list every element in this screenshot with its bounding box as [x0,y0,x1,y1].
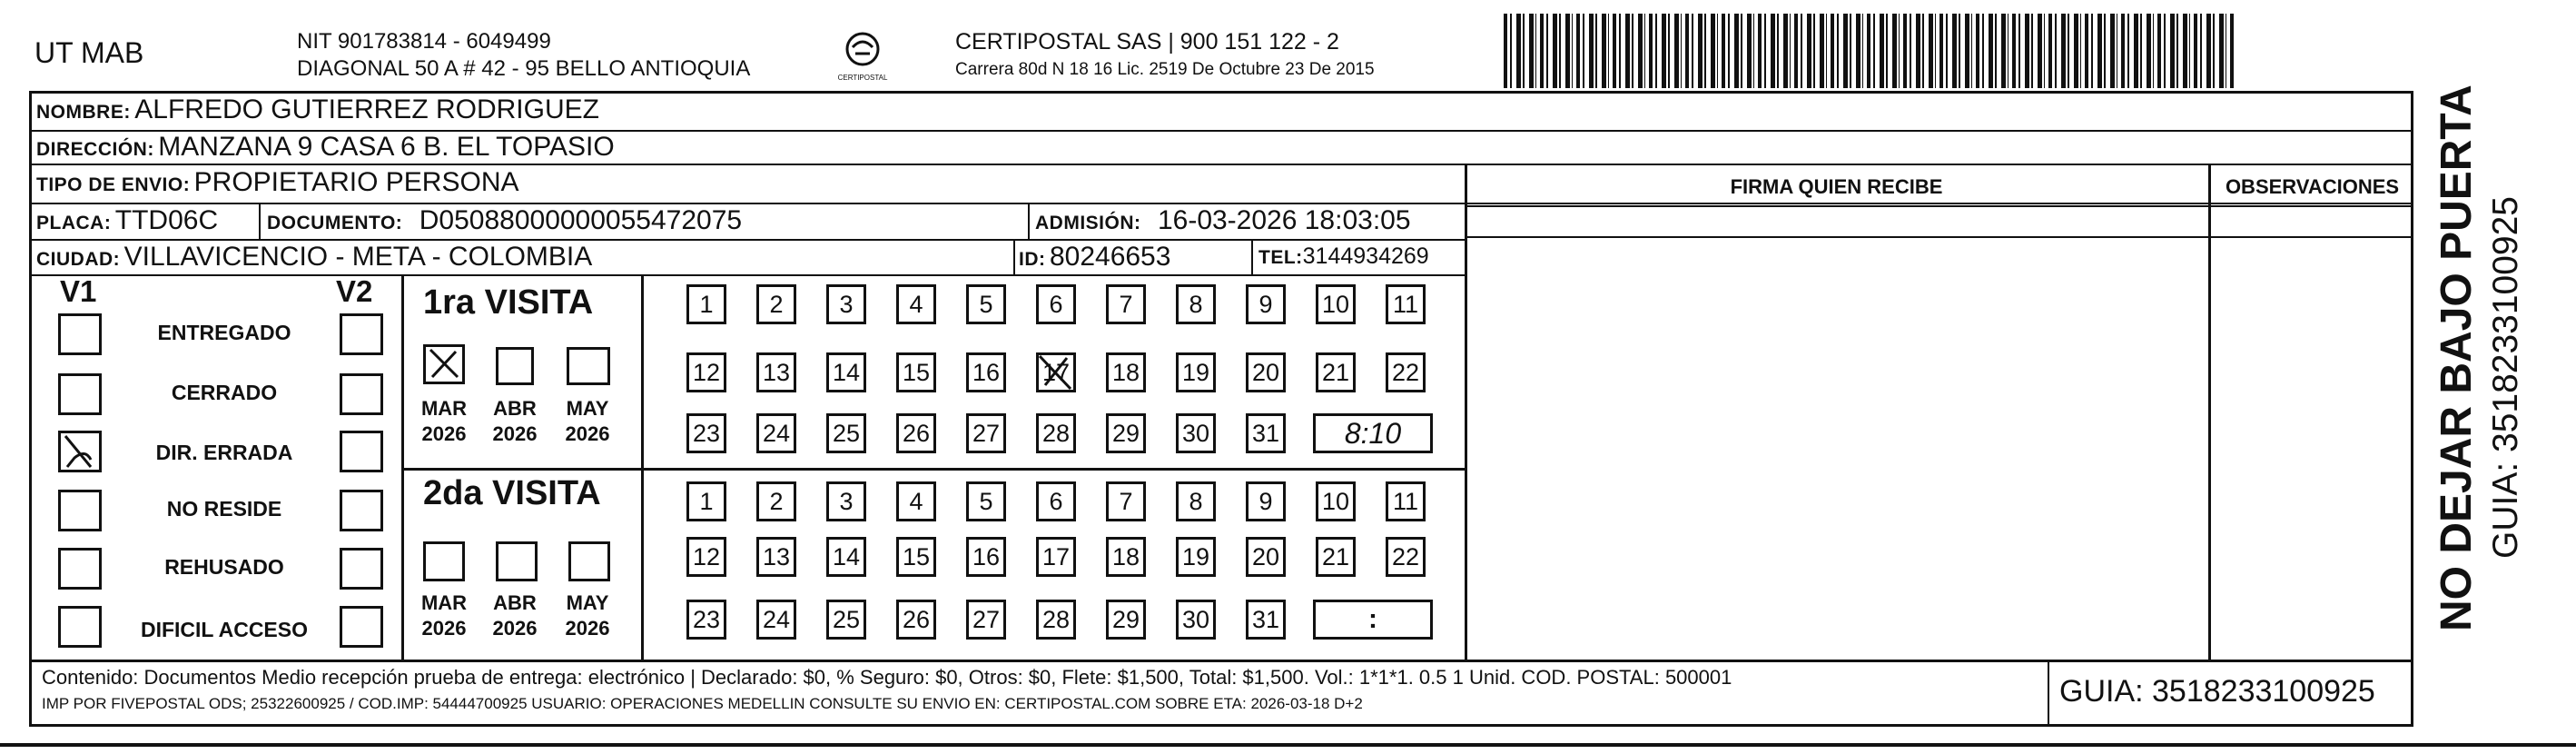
first-month-checkbox-may[interactable] [567,347,610,385]
signature-area[interactable] [1467,238,2208,660]
second-day-8[interactable]: 8 [1176,481,1216,521]
tracking-barcode [1504,14,2235,88]
admission-row [1035,205,1411,236]
v2-checkbox-no-reside[interactable] [340,490,383,531]
first-visit-time: 8:10 [1344,416,1402,450]
print-info: IMP POR FIVEPOSTAL ODS; 25322600925 / COD.IMP: 54444700925 USUARIO: OPERACIONES MEDELLIN CONSULTE SU ENVIO EN: CERTIPOSTAL.COM SOBRE ETA: 2026-03-18 D+2 [42,695,1363,712]
second-day-20[interactable]: 20 [1246,537,1286,577]
second-day-3[interactable]: 3 [826,481,866,521]
v1-checkbox-rehusado[interactable] [58,548,102,590]
v1-checkbox-dificil-acceso[interactable] [58,606,102,648]
first-day-19[interactable]: 19 [1176,352,1216,392]
v1-checkbox-entregado[interactable] [58,313,102,355]
second-day-1[interactable]: 1 [686,481,726,521]
first-day-1[interactable]: 1 [686,284,726,324]
second-day-21[interactable]: 21 [1316,537,1356,577]
carrier-resolution: Carrera 80d N 18 16 Lic. 2519 De Octubre 23 De 2015 [955,60,1375,79]
tel-value: 3144934269 [1302,243,1429,269]
first-day-4[interactable]: 4 [896,284,936,324]
admission-label: ADMISIÓN: [1035,213,1141,233]
second-day-23[interactable]: 23 [686,600,726,640]
second-day-25[interactable]: 25 [826,600,866,640]
second-day-22[interactable]: 22 [1386,537,1426,577]
first-day-16[interactable]: 16 [966,352,1006,392]
second-month-label-mar: MAR 2026 [420,591,468,640]
first-day-17[interactable]: 17 [1036,352,1076,392]
address-row [36,132,615,163]
city-value: VILLAVICENCIO - META - COLOMBIA [123,242,593,272]
first-day-7[interactable]: 7 [1106,284,1146,324]
second-visit-title: 2da VISITA [423,474,601,512]
first-day-11[interactable]: 11 [1386,284,1426,324]
status-dificil-acceso: DIFICIL ACCESO [140,618,308,641]
first-day-28[interactable]: 28 [1036,413,1076,453]
v1-checkbox-cerrado[interactable] [58,373,102,415]
first-day-6[interactable]: 6 [1036,284,1076,324]
first-day-12[interactable]: 12 [686,352,726,392]
side-guide-number: GUIA: 3518233100925 [2486,196,2525,559]
v2-checkbox-dir-errada[interactable] [340,431,383,472]
status-no-reside: NO RESIDE [166,497,282,521]
first-day-13[interactable]: 13 [756,352,796,392]
recipient-address: MANZANA 9 CASA 6 B. EL TOPASIO [158,132,615,162]
first-day-2[interactable]: 2 [756,284,796,324]
v2-header: V2 [336,274,373,308]
second-day-7[interactable]: 7 [1106,481,1146,521]
second-day-4[interactable]: 4 [896,481,936,521]
first-day-22[interactable]: 22 [1386,352,1426,392]
tel-row [1258,243,1429,270]
second-day-27[interactable]: 27 [966,600,1006,640]
bottom-edge-line [0,743,2576,747]
city-label: CIUDAD: [36,249,121,270]
name-label: NOMBRE: [36,102,131,123]
id-value: 80246653 [1049,242,1171,272]
first-day-15[interactable]: 15 [896,352,936,392]
second-month-checkbox-abr[interactable] [496,541,538,581]
second-month-checkbox-mar[interactable] [423,541,465,581]
first-month-checkbox-mar[interactable] [423,344,465,384]
document-row [267,205,742,236]
sender-nit: NIT 901783814 - 6049499 [297,29,551,54]
first-day-18[interactable]: 18 [1106,352,1146,392]
second-month-label-abr: ABR 2026 [492,591,538,640]
city-row [36,242,592,273]
second-visit-time-box[interactable] [1313,600,1433,640]
tel-label: TEL: [1258,247,1303,268]
side-warning-text: NO DEJAR BAJO PUERTA [2433,84,2481,631]
first-day-5[interactable]: 5 [966,284,1006,324]
document-value: D05088000000055472075 [419,205,743,235]
second-day-9[interactable]: 9 [1246,481,1286,521]
first-visit-title: 1ra VISITA [423,283,594,322]
plate-label: PLACA: [36,213,112,233]
first-day-14[interactable]: 14 [826,352,866,392]
first-month-label-mar: MAR 2026 [420,397,468,445]
second-day-17[interactable]: 17 [1036,537,1076,577]
first-month-label-abr: ABR 2026 [492,397,538,445]
second-day-10[interactable]: 10 [1316,481,1356,521]
second-day-16[interactable]: 16 [966,537,1006,577]
first-day-30[interactable]: 30 [1176,413,1216,453]
first-day-24[interactable]: 24 [756,413,796,453]
v2-checkbox-entregado[interactable] [340,313,383,355]
id-row [1019,242,1170,273]
second-day-29[interactable]: 29 [1106,600,1146,640]
second-day-6[interactable]: 6 [1036,481,1076,521]
signature-header: FIRMA QUIEN RECIBE [1730,175,1943,198]
second-day-28[interactable]: 28 [1036,600,1076,640]
v2-checkbox-dificil-acceso[interactable] [340,606,383,648]
shipment-contents: Contenido: Documentos Medio recepción prueba de entrega: electrónico | Declarado: $0, % Seguro: $0, Otros: $0, Flete: $1,500, Total: $1,500. Vol.: 1*1*1. 0.5 1 Unid. COD. POSTAL: 500001 [42,666,1732,689]
first-day-31[interactable]: 31 [1246,413,1286,453]
first-day-9[interactable]: 9 [1246,284,1286,324]
status-entregado: ENTREGADO [157,321,291,344]
sender-name: UT MAB [35,36,144,69]
second-day-26[interactable]: 26 [896,600,936,640]
second-month-checkbox-may[interactable] [568,541,610,581]
first-month-label-may: MAY 2026 [565,397,610,445]
footer-guide-number: GUIA: 3518233100925 [2059,674,2375,709]
second-day-12[interactable]: 12 [686,537,726,577]
status-dir-errada: DIR. ERRADA [155,441,293,464]
shipment-type: PROPIETARIO PERSONA [193,167,519,197]
plate-row [36,205,218,236]
second-day-19[interactable]: 19 [1176,537,1216,577]
first-day-23[interactable]: 23 [686,413,726,453]
observations-area[interactable] [2211,238,2413,660]
first-month-checkbox-abr[interactable] [496,347,534,385]
plate-value: TTD06C [114,205,219,235]
first-day-8[interactable]: 8 [1176,284,1216,324]
status-rehusado: REHUSADO [164,555,284,579]
second-day-13[interactable]: 13 [756,537,796,577]
second-day-15[interactable]: 15 [896,537,936,577]
first-day-10[interactable]: 10 [1316,284,1356,324]
first-day-3[interactable]: 3 [826,284,866,324]
second-day-24[interactable]: 24 [756,600,796,640]
v1-header: V1 [60,274,97,308]
v1-checkbox-no-reside[interactable] [58,490,102,531]
second-day-2[interactable]: 2 [756,481,796,521]
status-cerrado: CERRADO [171,381,278,404]
recipient-name: ALFREDO GUTIERREZ RODRIGUEZ [134,94,599,124]
first-day-29[interactable]: 29 [1106,413,1146,453]
second-day-5[interactable]: 5 [966,481,1006,521]
admission-value: 16-03-2026 18:03:05 [1157,205,1411,235]
certipostal-logo [835,29,890,89]
second-visit-time: : [1368,604,1377,634]
second-day-31[interactable]: 31 [1246,600,1286,640]
v1-checkbox-dir-errada[interactable] [58,431,102,472]
first-day-25[interactable]: 25 [826,413,866,453]
id-label: ID: [1019,249,1046,270]
v2-checkbox-cerrado[interactable] [340,373,383,415]
first-visit-time-box[interactable] [1313,413,1433,453]
second-month-label-may: MAY 2026 [565,591,610,640]
second-day-18[interactable]: 18 [1106,537,1146,577]
first-day-26[interactable]: 26 [896,413,936,453]
second-day-30[interactable]: 30 [1176,600,1216,640]
second-day-11[interactable]: 11 [1386,481,1426,521]
first-day-20[interactable]: 20 [1246,352,1286,392]
sender-address: DIAGONAL 50 A # 42 - 95 BELLO ANTIOQUIA [297,56,751,81]
carrier-company: CERTIPOSTAL SAS | 900 151 122 - 2 [955,29,1339,55]
first-day-27[interactable]: 27 [966,413,1006,453]
second-day-14[interactable]: 14 [826,537,866,577]
type-label: TIPO DE ENVIO: [36,174,191,195]
first-day-21[interactable]: 21 [1316,352,1356,392]
name-row [36,94,599,125]
logo-text: CERTIPOSTAL [837,74,888,82]
type-row [36,167,519,198]
address-label: DIRECCIÓN: [36,139,154,160]
observations-header: OBSERVACIONES [2225,175,2400,198]
v2-checkbox-rehusado[interactable] [340,548,383,590]
document-label: DOCUMENTO: [267,213,403,233]
